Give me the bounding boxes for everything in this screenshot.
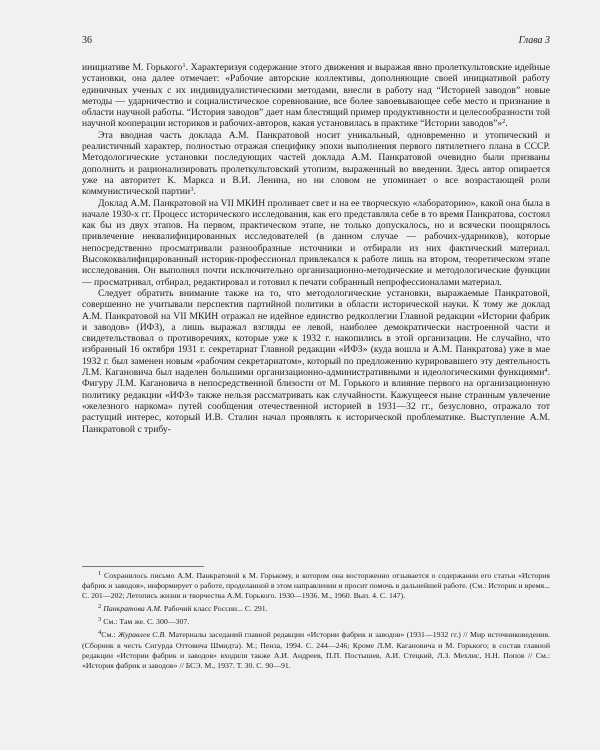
footnote-4-text: Материалы заседаний главной редакции «Истории фабрик и заводов» (1931—1932 гг.) // Мир источниковедения. (Сборник в честь Сигурда Оттовича Шмидта). М.; Пенза, 1994. С. 244—246; Кроме Л.М. Кагановича и М. Горького; в состав главной редакции «Истории фабрик и заводов» входили также А.И. Андреев, П.П. Постышев, А.И. Стецкий, Л.З. Мехлис, Н.Н. Попов // См.: «История фабрик и заводов» // БСЭ. М., 1937. Т. 30. С. 90—91. xyxy=(82,630,550,670)
page-number: 36 xyxy=(82,35,92,46)
footnote-marker-2: 2 xyxy=(98,603,102,611)
paragraph-4-text-a: Следует обратить внимание также на то, что методологические установки, выражаемые Панкратовой, совершенно не учитывали перспектив партийной политики в области исторической науки. К тому же доклад А.М. Панкратовой на VII МКИН отражал не идейное единство редколлегии Главной редакции «Истории фабрик и заводов» (ИФЗ), а лишь выражал взгляды ее левой, наиболее демократически настроенной части и свидетельствовал о противоречиях, которые уже к 1932 г. накопились в этой организации. Не случайно, что избранный 16 октября 1931 г. секретариат Главной редакции «ИФЗ» (куда вошла и А.М. Панкратова) уже в мае 1932 г. был заменен новым «рабочим секретариатом», который по предложению курировавшего эту деятельность Л.М. Кагановича был наделен большими организационно-административными и идеологическими функциями xyxy=(82,287,550,379)
footnote-4-lead: См.: xyxy=(101,630,116,640)
footnote-marker-3: 3 xyxy=(98,616,102,624)
main-text xyxy=(82,62,550,435)
footnote-1-text: Сохранилось письмо А.М. Панкратовой к М. Горькому, в котором она восторженно отзывается о содержании его статьи «История фабрик и заводов», информирует о работе, проделанной в этом направлении и просит помочь в дальнейшей работе. (См.: Историк и время... С. 201—202; Летопись жизни и творчества А.М. Горького. 1930—1936. М., 1960. Вып. 4. С. 147). xyxy=(82,571,551,601)
footnote-marker-1: 1 xyxy=(98,570,102,577)
footnote-ref-2: 2 xyxy=(502,118,506,126)
footnote-1 xyxy=(82,571,550,601)
footnote-3-text: См.: Там же. С. 300—307. xyxy=(103,617,190,627)
paragraph-1-text-c: . xyxy=(505,118,508,130)
paragraph-2-text-a: Эта вводная часть доклада А.М. Панкратовой носит уникальный, одновременно и утопический и реалистичный характер, полностью отражая специфику эпохи выполнения первого пятилетнего плана в СССР. Методологические установки последующих частей доклада А.М. Панкратовой очевидно были призваны дополнить и рационализировать пролеткультовский утопизм, выраженный во введении. Здесь автор опирается уже на авторитет К. Маркса и В.И. Ленина, но ни словом не упоминает о все возрастающей роли коммунистической партии xyxy=(82,129,550,198)
paragraph-2 xyxy=(82,130,550,198)
footnote-ref-3: 3 xyxy=(190,186,194,194)
footnotes xyxy=(82,571,550,674)
paragraph-1 xyxy=(82,62,550,130)
paragraph-4-text-b: . Фигуру Л.М. Кагановича в непосредственной близости от М. Горького и влияние первого на организационную политику редакции «ИФЗ» также нельзя рассматривать как случайности. Кажущееся ныне странным увлечение «железного наркома» путей сообщения отечественной историей в 1931—32 гг., безусловно, отражало тот растущий интерес, который И.В. Сталин начал проявлять к исторической проблематике. Выступление А.М. Панкратовой с трибу- xyxy=(82,367,550,435)
footnote-3 xyxy=(82,617,550,627)
footnote-ref-1: 1 xyxy=(182,62,186,69)
paragraph-1-text-a: инициативе М. Горького xyxy=(82,62,183,73)
footnote-2-author: Панкратова А.М. xyxy=(103,604,162,614)
footnote-4-author: Журавлев С.В. xyxy=(117,630,167,640)
footnote-ref-4: 4 xyxy=(544,367,548,375)
running-header xyxy=(82,34,550,48)
paragraph-1-text-b: . Характеризуя содержание этого движения и выражая явно пролеткультовские идейные установки, она далее отмечает: «Рабочие авторские коллективы, дополняющие своей инициативой работу единичных ученых с их индивидуалистическими методами, внесли в работу над “Историей заводов” новые методы — ударничество и социалистическое соревнование, все более завоевывающее себе место и признание в области научной работы. “История заводов” дает нам блестящий пример продуктивности и целесообразности той научной кооперации историков и рабочих-авторов, какая установилась в практике “Истории заводов”» xyxy=(82,62,550,130)
footnote-2-text: Рабочий класс России... С. 291. xyxy=(163,604,268,614)
paragraph-4 xyxy=(82,288,550,435)
footnote-marker-4: 4 xyxy=(98,629,102,637)
footnote-divider xyxy=(82,566,204,567)
paragraph-3: Доклад А.М. Панкратовой на VII МКИН проливает свет и на ее творческую «лабораторию», какой она была в начале 1930-х гг. Процесс исторического исследования, как его представляла себе в то время Панкратова, состоял как бы из двух этапов. На первом, практическом этапе, не только допускалось, но и всячески поощрялось привлечение неквалифицированных исследователей (в данном случае — рабочих-ударников), которые непосредственно просматривали разнообразные источники и отбирали из них фактический материал. Высококвалифицированный историк-профессионал привлекался к работе лишь на втором, теоретическом этапе исследования. Он выполнял почти исключительно организационно-методические и методологические функции — просматривал, отбирал, редактировал и готовил к печати собранный непрофессионалами материал. xyxy=(82,197,550,288)
paragraph-2-text-b: . xyxy=(193,186,196,198)
footnote-4 xyxy=(82,630,550,670)
chapter-title: Глава 3 xyxy=(518,35,550,46)
footnote-2 xyxy=(82,604,550,614)
